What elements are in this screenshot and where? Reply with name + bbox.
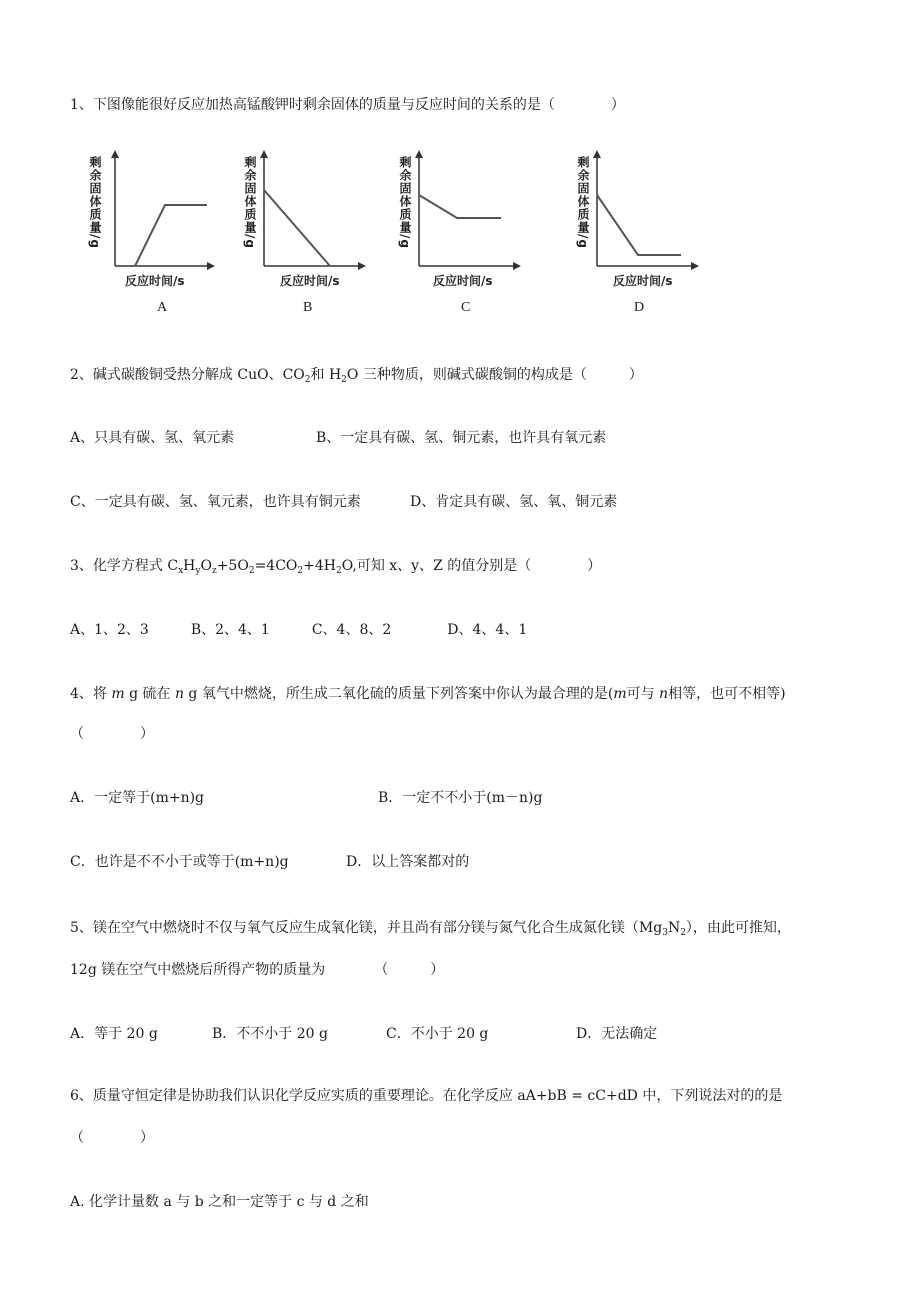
- q4-seg: g 硫在: [124, 686, 175, 702]
- q2-text-a: 2、碱式碳酸铜受热分解成 CuO、CO: [70, 367, 305, 383]
- q3-sub: x: [178, 566, 184, 576]
- q5-option-a: A．等于 20 g: [70, 1026, 158, 1042]
- chart-b-axes: [240, 150, 370, 270]
- q5-sub: 2: [680, 928, 686, 938]
- chart-c-ylabel: 剩余固体质量/g: [398, 156, 412, 249]
- q4-option-a: A．一定等于(m+n)g: [70, 790, 205, 806]
- chart-d-axes: [573, 150, 703, 270]
- chart-c-xlabel: 反应时间/s: [433, 274, 493, 288]
- chart-b-label: B: [303, 300, 313, 315]
- q6-text: 6、质量守恒定律是协助我们认识化学反应实质的重要理论。在化学反应 aA+bB = cC+dD 中，下列说法对的的是: [70, 1088, 783, 1104]
- chart-a: [85, 150, 215, 290]
- q3-seg: =4CO: [254, 558, 298, 574]
- chart-a-series: [135, 205, 207, 266]
- q4-var-m: m: [111, 686, 125, 702]
- q4-var-m: m: [613, 686, 627, 702]
- q4-answer-paren: （ ）: [70, 726, 154, 742]
- chart-a-ylabel: 剩余固体质量/g: [88, 156, 102, 249]
- q4-seg: g 氧气中燃烧，所生成二氧化硫的质量下列答案中你认为最合理的是(: [183, 686, 614, 702]
- q2-option-c: C、一定具有碳、氢、氧元素，也许具有铜元素: [70, 494, 361, 510]
- q5-seg: 5、镁在空气中燃烧时不仅与氧气反应生成氧化镁，并且尚有部分镁与氮气化合生成氮化镁（Mg: [70, 920, 663, 936]
- q5-option-c: C．不小于 20 g: [386, 1026, 489, 1042]
- q2-text-c: O 三种物质，则碱式碳酸铜的构成是（ ）: [346, 367, 643, 383]
- q6-option-a: A. 化学计量数 a 与 b 之和一定等于 c 与 d 之和: [70, 1194, 369, 1210]
- q3-text: [70, 556, 601, 576]
- q3-sub: z: [211, 566, 217, 576]
- q4-text: [70, 684, 786, 704]
- chart-a-label: A: [157, 300, 168, 315]
- q3-sub: y: [195, 566, 201, 576]
- q4-option-b: B．一定不不小于(m－n)g: [378, 790, 543, 806]
- chart-d-xlabel: 反应时间/s: [613, 274, 673, 288]
- q5-text: [70, 918, 791, 938]
- q2-option-a: A、只具有碳、氢、氧元素: [70, 430, 235, 446]
- q4-seg: 4、将: [70, 686, 112, 702]
- q2-text-b: 和 H: [310, 367, 342, 383]
- q3-seg: H: [183, 558, 196, 574]
- q5-seg: ），由此可推知，: [685, 920, 791, 936]
- q4-option-d: D．以上答案都对的: [346, 854, 470, 870]
- q6-answer-paren: （ ）: [70, 1130, 154, 1146]
- chart-d-label: D: [634, 300, 645, 315]
- chart-d: [573, 150, 703, 290]
- q1-text: 1、下图像能很好反应加热高锰酸钾时剩余固体的质量与反应时间的关系的是（ ）: [70, 97, 625, 113]
- chart-c-label: C: [461, 300, 471, 315]
- q3-seg: O: [200, 558, 212, 574]
- q3-seg: 3、化学方程式 C: [70, 558, 179, 574]
- q3-seg: +4H: [303, 558, 336, 574]
- q5-option-b: B．不不小于 20 g: [212, 1026, 328, 1042]
- q4-seg: 可与: [626, 686, 660, 702]
- chart-d-series: [597, 195, 681, 255]
- q2-sub-co2: 2: [304, 375, 311, 385]
- q2-text: [70, 365, 643, 385]
- chart-b: [240, 150, 370, 290]
- chart-c-axes: [395, 150, 525, 270]
- q5-text-line2: 12g 镁在空气中燃烧后所得产物的质量为 （ ）: [70, 962, 445, 978]
- q5-option-d: D．无法确定: [576, 1026, 658, 1042]
- q2-sub-h2o: 2: [341, 375, 347, 385]
- q4-var-n: n: [174, 686, 184, 702]
- chart-a-axes: [85, 150, 215, 270]
- chart-b-xlabel: 反应时间/s: [280, 274, 340, 288]
- q4-seg: 相等，也可不相等): [668, 686, 786, 702]
- q3-sub: 2: [335, 566, 342, 576]
- q5-seg: N: [667, 920, 681, 936]
- q3-sub: 2: [248, 566, 255, 576]
- chart-b-ylabel: 剩余固体质量/g: [243, 156, 257, 249]
- chart-a-xlabel: 反应时间/s: [125, 274, 185, 288]
- q3-seg: +5O: [216, 558, 249, 574]
- chart-d-ylabel: 剩余固体质量/g: [576, 156, 590, 249]
- q5-sub: 3: [662, 928, 668, 938]
- q4-option-c: C．也许是不不小于或等于(m+n)g: [70, 854, 289, 870]
- q3-options: A、1、2、3 B、2、4、1 C、4、8、2 D、4、4、1: [70, 622, 528, 638]
- chart-c: [395, 150, 525, 290]
- q3-seg: O,可知 x、y、Z 的值分别是（ ）: [341, 558, 602, 574]
- q4-var-n: n: [659, 686, 669, 702]
- chart-b-series: [264, 190, 330, 266]
- q3-sub: 2: [297, 566, 304, 576]
- q2-option-b: B、一定具有碳、氢、铜元素，也许具有氧元素: [316, 430, 607, 446]
- q2-option-d: D、肯定具有碳、氢、氧、铜元素: [410, 494, 618, 510]
- chart-c-series: [419, 195, 501, 218]
